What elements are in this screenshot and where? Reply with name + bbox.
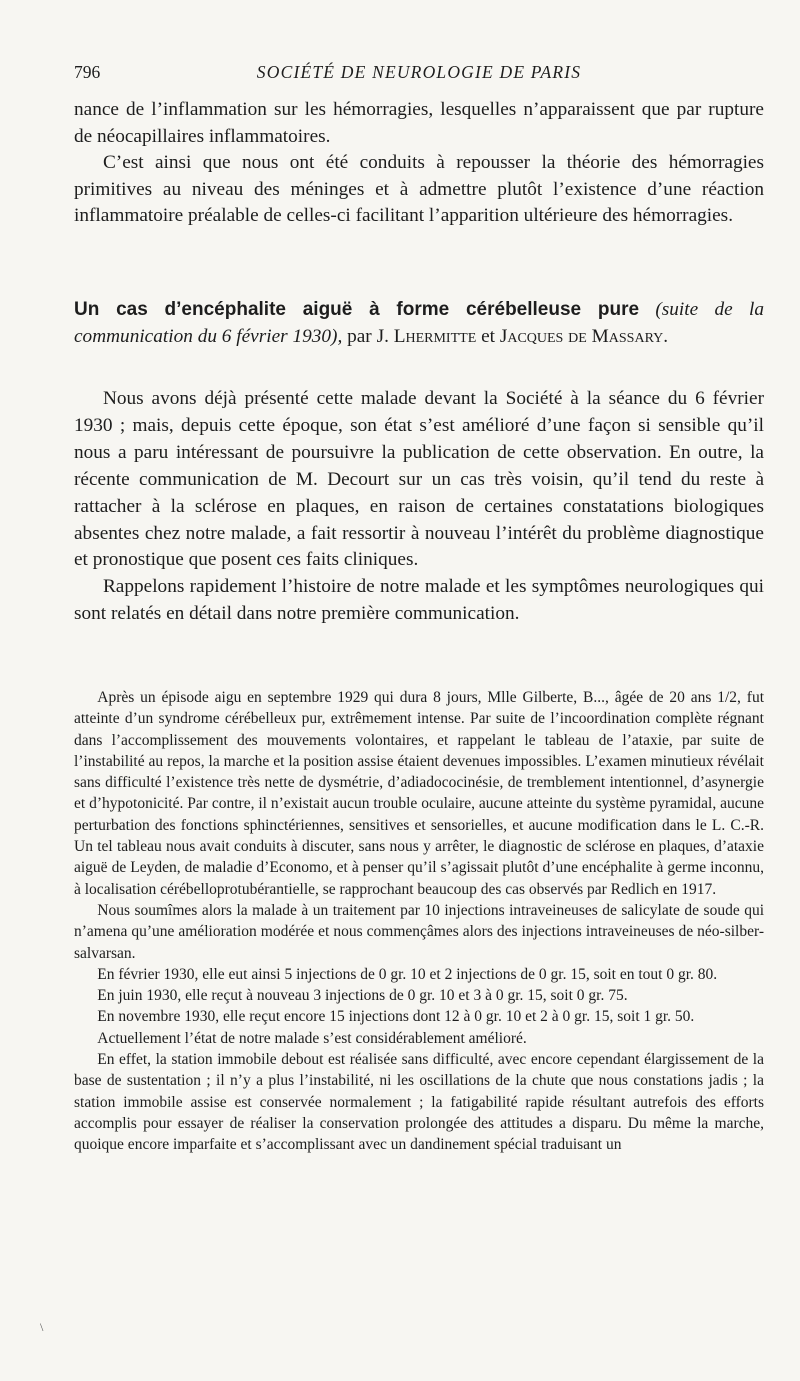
author-name: Jacques de Massary. — [499, 326, 669, 347]
page-header — [74, 62, 764, 90]
paragraph: Actuellement l’état de notre malade s’est considérablement amélioré. — [97, 1029, 527, 1047]
paragraph: nance de l’inflammation sur les hémorragies, lesquelles n’apparaissent que par rupture de néocapillaires inflammatoires. — [74, 99, 764, 147]
paragraph: C’est ainsi que nous ont été conduits à repousser la théorie des hémorragies primitives au niveau des méninges et à admettre plutôt l’existence d’une réaction inflammatoire préalable de celles-ci facilitant l’apparition ultérieure des hémorragies. — [74, 152, 764, 227]
paragraph: Nous soumîmes alors la malade à un traitement par 10 injections intraveineuses de salicylate de soude qui n’amena qu’une amélioration modérée et nous commençâmes alors des injections intraveineuses de néo-silber-salvarsan. — [74, 901, 764, 962]
margin-mark: \ — [40, 1320, 44, 1334]
byline-conjunction: et — [481, 326, 495, 347]
paragraph: En février 1930, elle eut ainsi 5 injections de 0 gr. 10 et 2 injections de 0 gr. 15, soit en tout 0 gr. 80. — [97, 965, 718, 983]
paragraph: En effet, la station immobile debout est réalisée sans difficulté, avec encore cependant élargissement de la base de sustentation ; il n’y a plus l’instabilité, ni les oscillations de la chute que nous constations jadis ; la station immobile assise est conservée normalement ; la fatigabilité rapide résultant autrefois des efforts accomplis pour essayer de réaliser la conservation prolongée des attitudes a disparu. Du même la marche, quoique encore imparfaite et s’accomplissant avec un dandinement spécial traduisant un — [74, 1051, 764, 1154]
paragraph: Nous avons déjà présenté cette malade devant la Société à la séance du 6 février 1930 ; mais, depuis cette époque, son état s’est amélioré d’une façon si sensible qu’il nous a paru intéressant de poursuivre la publication de cette observation. En outre, la récente communication de M. Decourt sur un cas très voisin, qu’il tend du reste à rattacher à la sclérose en plaques, en raison de certaines constatations biologiques absentes chez notre malade, a fait ressortir à nouveau l’intérêt du problème diagnostique et pronostique que posent ces faits cliniques. — [74, 388, 764, 571]
paragraph: Rappelons rapidement l’histoire de notre malade et les symptômes neurologiques qui sont relatés en détail dans notre première communication. — [74, 576, 764, 625]
running-title: SOCIÉTÉ DE NEUROLOGIE DE PARIS — [256, 62, 582, 82]
article-heading — [74, 296, 764, 350]
intro-text — [74, 386, 764, 628]
page-number: 796 — [74, 62, 101, 82]
byline-prefix: par — [347, 326, 372, 347]
paragraph: En novembre 1930, elle reçut encore 15 injections dont 12 à 0 gr. 10 et 2 à 0 gr. 15, soit 1 gr. 50. — [97, 1008, 695, 1026]
paragraph: En juin 1930, elle reçut à nouveau 3 injections de 0 gr. 10 et 3 à 0 gr. 15, soit 0 gr. 75. — [97, 987, 628, 1005]
observation-text — [74, 687, 764, 1156]
author-name: J. Lhermitte — [376, 326, 477, 347]
continued-text — [74, 97, 764, 230]
paragraph: Après un épisode aigu en septembre 1929 qui dura 8 jours, Mlle Gilberte, B..., âgée de 20 ans 1/2, fut atteinte d’un syndrome cérébelleux pur, extrêmement intense. Par suite de l’incoordination complète régnant dans l’accomplissement des mouvements volontaires, et rappelant le tableau de l’ataxie, par suite de l’instabilité au repos, la marche et la position assise étaient devenues impossibles. L’examen minutieux révélait sans difficulté l’existence très nette de dysmétrie, d’adiadococinésie, de tremblement intentionnel, d’asynergie et d’hypotonicité. Par contre, il n’existait aucun trouble oculaire, aucune atteinte du système pyramidal, aucune perturbation des fonctions sphinctériennes, sensitives et sensorielles, et aucune modification dans le L. C.-R. Un tel tableau nous avait conduits à discuter, sans nous y arrêter, le diagnostic de sclérose en plaques, d’ataxie aiguë de Leyden, de maladie d’Economo, et à penser qu’il s’agissait plutôt d’une encéphalite à germe inconnu, à localisation cérébelloprotubérantielle, se rapprochant beaucoup des cas observés par Redlich en 1917. — [74, 689, 764, 898]
article-subtitle: (suite de la communication du 6 février 1930), — [74, 299, 764, 347]
article-title: Un cas d’encéphalite aiguë à forme cérébelleuse pure — [74, 299, 640, 320]
